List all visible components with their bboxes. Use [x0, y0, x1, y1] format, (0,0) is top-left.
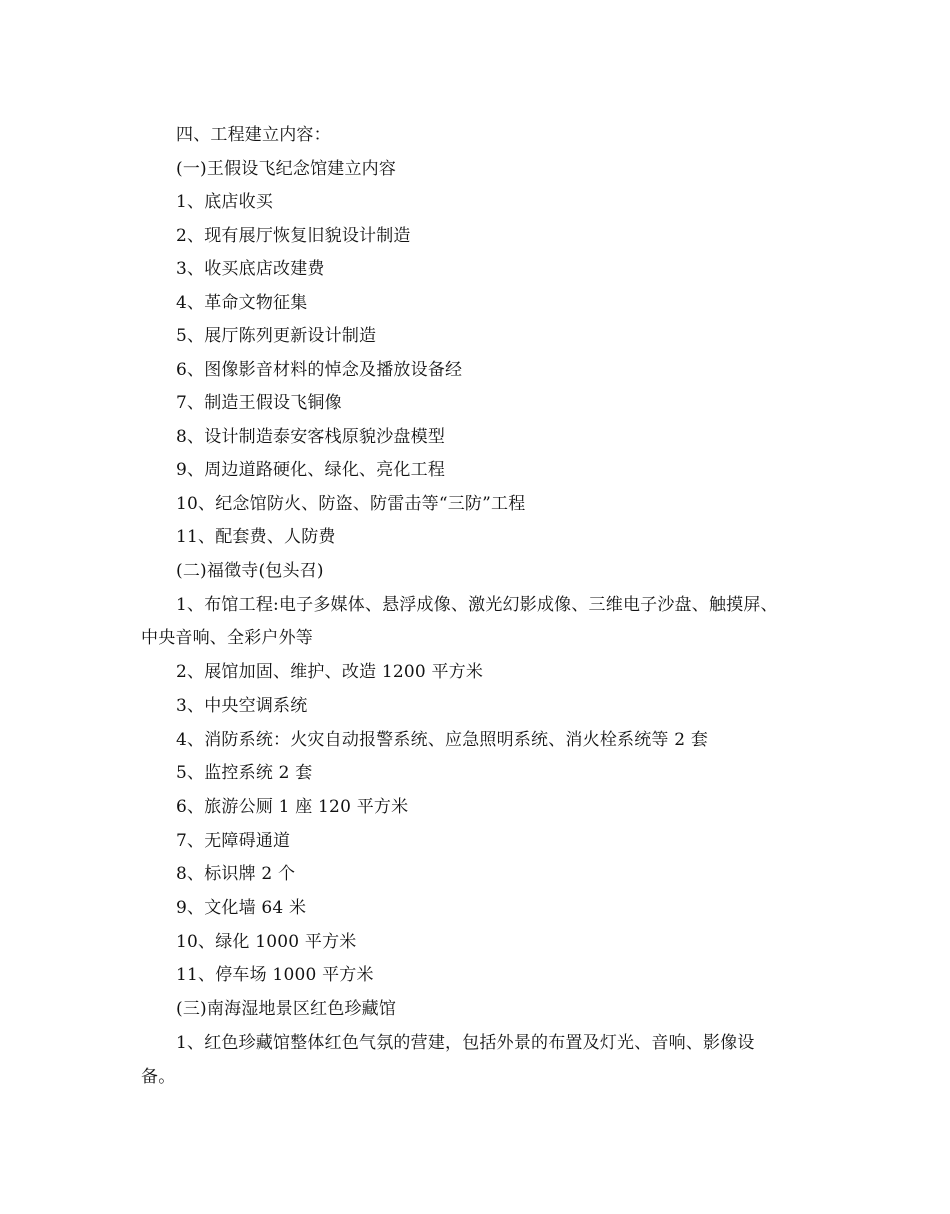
section-heading: 四、工程建立内容： [176, 125, 331, 145]
list-item-continuation: 中央音响、全彩户外等 [141, 628, 313, 648]
subsection-heading: (一)王假设飞纪念馆建立内容 [176, 159, 397, 179]
list-item: 2、现有展厅恢复旧貌设计制造 [176, 226, 411, 246]
list-item-continuation: 备。 [141, 1067, 176, 1087]
list-item: 1、布馆工程:电子多媒体、悬浮成像、激光幻影成像、三维电子沙盘、触摸屏、 [176, 595, 778, 615]
list-item: 3、收买底店改建费 [176, 259, 325, 279]
list-item: 3、中央空调系统 [176, 696, 308, 716]
list-item: 7、无障碍通道 [176, 831, 291, 851]
list-item: 11、停车场 1000 平方米 [176, 965, 374, 985]
list-item: 4、消防系统：火灾自动报警系统、应急照明系统、消火栓系统等 2 套 [176, 730, 709, 750]
list-item: 8、设计制造泰安客栈原貌沙盘模型 [176, 427, 446, 447]
list-item: 7、制造王假设飞铜像 [176, 393, 342, 413]
subsection-heading: (三)南海湿地景区红色珍藏馆 [176, 999, 397, 1019]
list-item: 9、文化墙 64 米 [176, 898, 307, 918]
list-item: 8、标识牌 2 个 [176, 864, 296, 884]
list-item: 5、展厅陈列更新设计制造 [176, 326, 377, 346]
list-item: 6、旅游公厕 1 座 120 平方米 [176, 797, 409, 817]
list-item: 10、绿化 1000 平方米 [176, 932, 357, 952]
list-item: 1、底店收买 [176, 192, 274, 212]
subsection-heading: (二)福徵寺(包头召) [176, 561, 324, 581]
list-item: 2、展馆加固、维护、改造 1200 平方米 [176, 662, 484, 682]
list-item: 4、革命文物征集 [176, 293, 308, 313]
list-item: 1、红色珍藏馆整体红色气氛的营建，包括外景的布置及灯光、音响、影像设 [176, 1033, 755, 1053]
list-item: 11、配套费、人防费 [176, 527, 336, 547]
list-item: 5、监控系统 2 套 [176, 763, 313, 783]
list-item: 6、图像影音材料的悼念及播放设备经 [176, 360, 463, 380]
list-item: 10、纪念馆防火、防盗、防雷击等“三防”工程 [176, 494, 526, 514]
list-item: 9、周边道路硬化、绿化、亮化工程 [176, 460, 446, 480]
